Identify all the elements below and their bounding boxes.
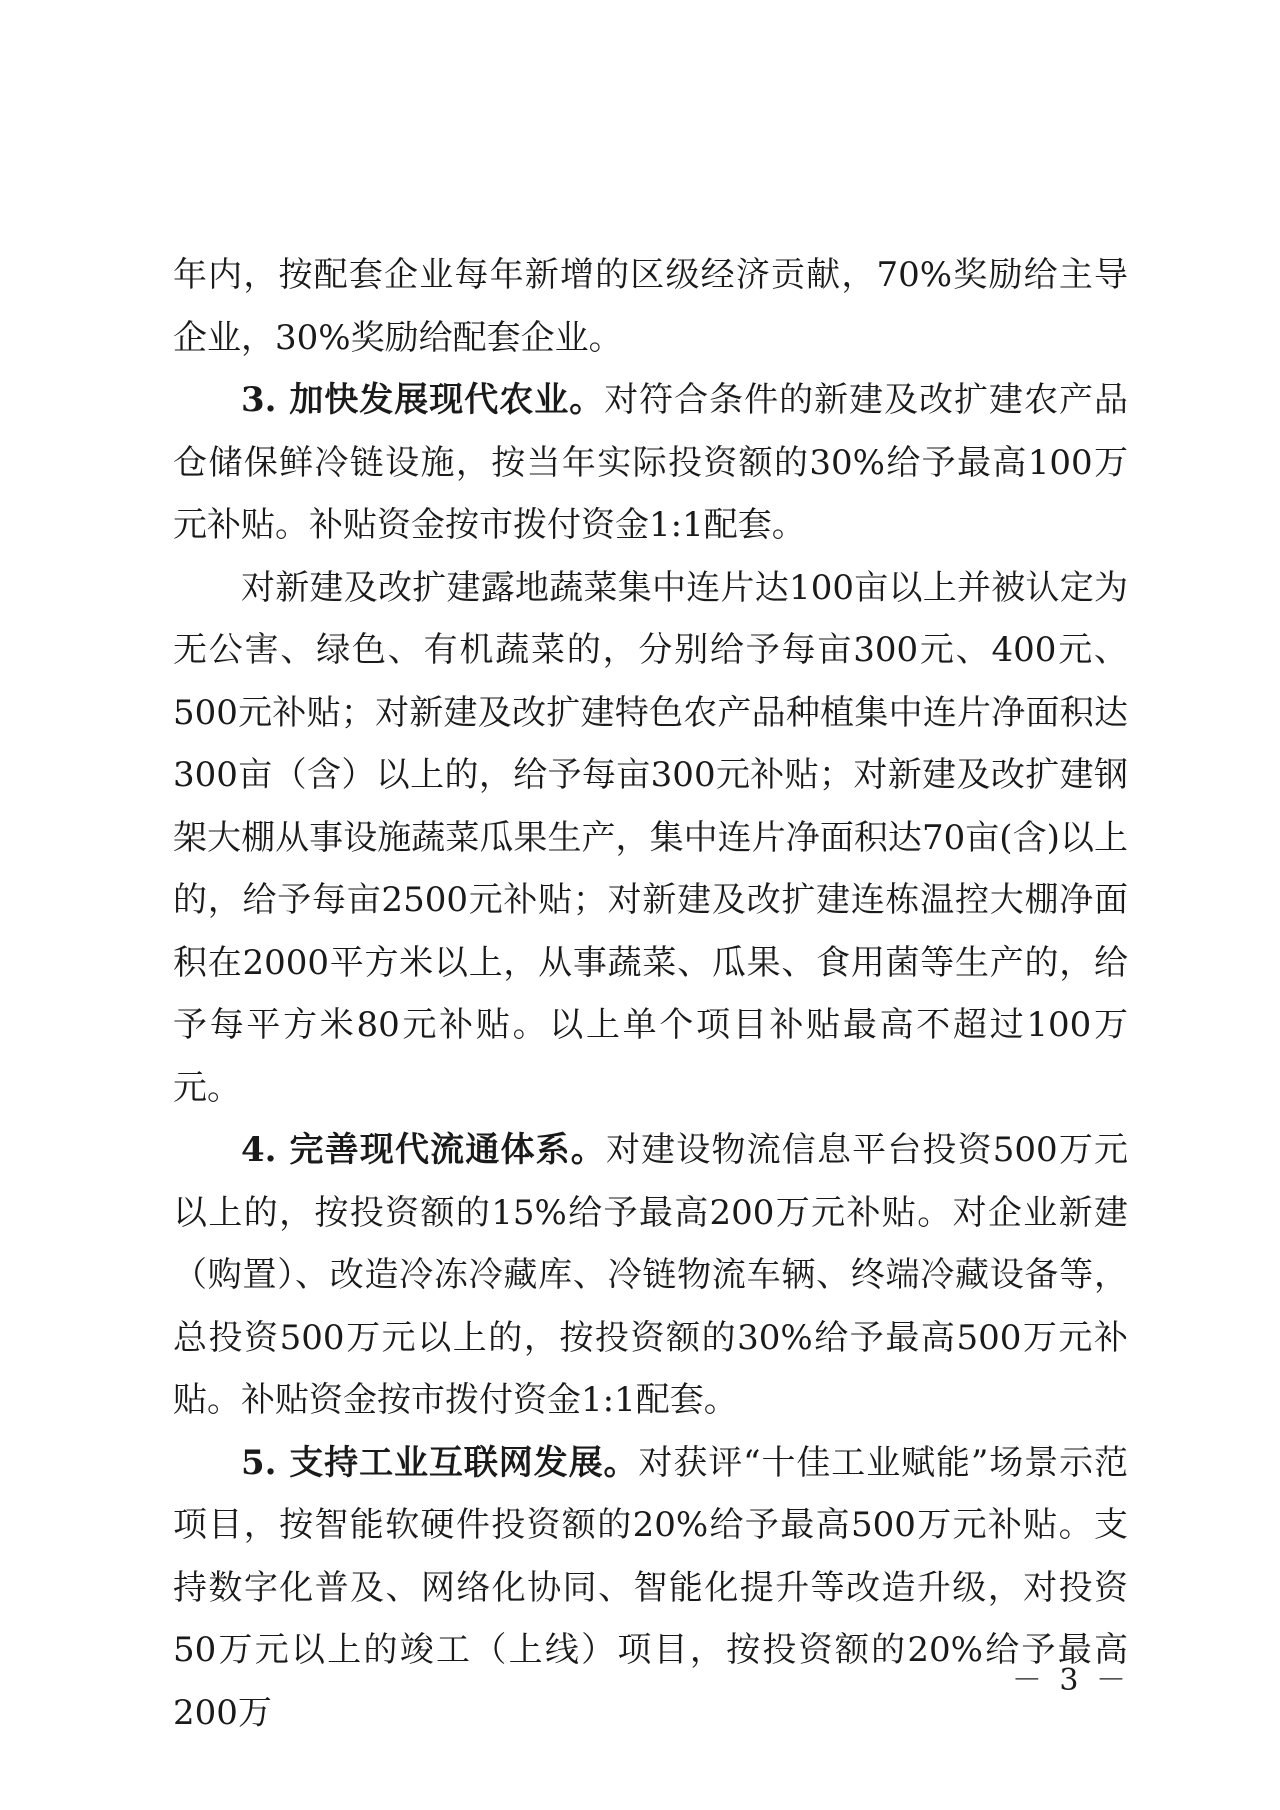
paragraph-4 [173, 1119, 1128, 1432]
paragraph-4-text: 对建设物流信息平台投资500万元以上的，按投资额的15%给予最高200万元补贴。对企业新建（购置）、改造冷冻冷藏库、冷链物流车辆、终端冷藏设备等，总投资500万元以上的，按投资额的30%给予最高500万元补贴。补贴资金按市拨付资金1:1配套。 [173, 1130, 1128, 1420]
section-3-heading: 3. 加快发展现代农业。 [241, 380, 605, 420]
paragraph-3-text: 对新建及改扩建露地蔬菜集中连片达100亩以上并被认定为无公害、绿色、有机蔬菜的，分别给予每亩300元、400元、500元补贴；对新建及改扩建特色农产品种植集中连片净面积达300亩（含）以上的，给予每亩300元补贴；对新建及改扩建钢架大棚从事设施蔬菜瓜果生产，集中连片净面积达70亩(含)以上的，给予每亩2500元补贴；对新建及改扩建连栋温控大棚净面积在2000平方米以上，从事蔬菜、瓜果、食用菌等生产的，给予每平方米80元补贴。以上单个项目补贴最高不超过100万元。 [173, 567, 1128, 1108]
paragraph-2-text: 对符合条件的新建及改扩建农产品仓储保鲜冷链设施，按当年实际投资额的30%给予最高100万元补贴。补贴资金按市拨付资金1:1配套。 [173, 380, 1128, 545]
paragraph-1-text: 年内，按配套企业每年新增的区级经济贡献，70%奖励给主导企业，30%奖励给配套企业。 [173, 255, 1128, 358]
section-5-heading: 5. 支持工业互联网发展。 [241, 1442, 639, 1483]
section-4-heading: 4. 完善现代流通体系。 [241, 1130, 606, 1170]
paragraph-5-text: 对获评“十佳工业赋能”场景示范项目，按智能软硬件投资额的20%给予最高500万元补贴。支持数字化普及、网络化协同、智能化提升等改造升级，对投资50万元以上的竣工（上线）项目，按投资额的20%给予最高200万 [173, 1442, 1128, 1733]
page-number: － 3 － [1011, 1663, 1130, 1698]
paragraph-1 [173, 244, 1128, 369]
document-body [173, 244, 1128, 1744]
paragraph-2 [173, 369, 1128, 557]
paragraph-3 [173, 557, 1128, 1120]
paragraph-5 [173, 1432, 1128, 1745]
